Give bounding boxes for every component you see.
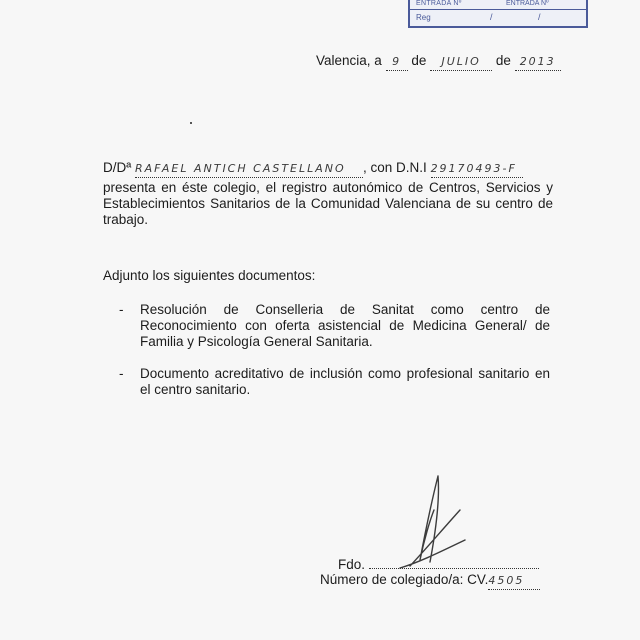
colegiado-label: Número de colegiado/a: CV.	[320, 572, 489, 587]
stamp-reg-label: Reg	[416, 13, 431, 22]
body-paragraph: presenta en éste colegio, el registro autonómico de Centros, Servicios y Establecimientos Sanitarios de la Comunidad Valenciana de su centro de trabajo.	[103, 180, 553, 227]
stamp-slash: /	[490, 12, 493, 22]
applicant-line	[103, 160, 523, 178]
scan-speck	[190, 122, 192, 124]
attachment-item: Resolución de Conselleria de Sanitat como centro de Reconocimiento con oferta asistencial de Medicina General/ de Familia y Psicología General Sanitaria.	[140, 302, 550, 349]
handwritten-signature	[380, 470, 470, 570]
date-prefix: Valencia, a	[316, 53, 382, 68]
applicant-dni: 29170493-F	[431, 161, 523, 178]
attachments-intro: Adjunto los siguientes documentos:	[103, 268, 316, 283]
attachment-item: Documento acreditativo de inclusión como profesional sanitario en el centro sanitario.	[140, 366, 550, 397]
fdo-label: Fdo.	[338, 557, 366, 572]
dni-label: , con D.N.I	[363, 160, 427, 175]
date-de-1: de	[411, 53, 427, 68]
date-de-2: de	[495, 53, 511, 68]
registry-stamp	[408, 0, 588, 28]
date-day: 9	[386, 54, 408, 71]
applicant-name: RAFAEL ANTICH CASTELLANO	[135, 161, 363, 178]
stamp-slash: /	[538, 12, 541, 22]
fdo-field	[369, 568, 539, 569]
date-line	[316, 53, 561, 71]
applicant-title: D/Dª	[103, 160, 132, 175]
date-year: 2013	[515, 54, 561, 71]
colegiado-line	[320, 572, 540, 590]
date-month: JULIO	[430, 54, 492, 71]
colegiado-number: 4505	[488, 573, 540, 590]
bullet-marker: -	[119, 302, 124, 317]
bullet-marker: -	[119, 366, 124, 381]
signature-line	[338, 557, 539, 573]
stamp-divider	[410, 9, 586, 10]
stamp-entrada-right: ENTRADA Nº	[506, 0, 549, 7]
stamp-entrada-label: ENTRADA Nº	[416, 0, 462, 7]
